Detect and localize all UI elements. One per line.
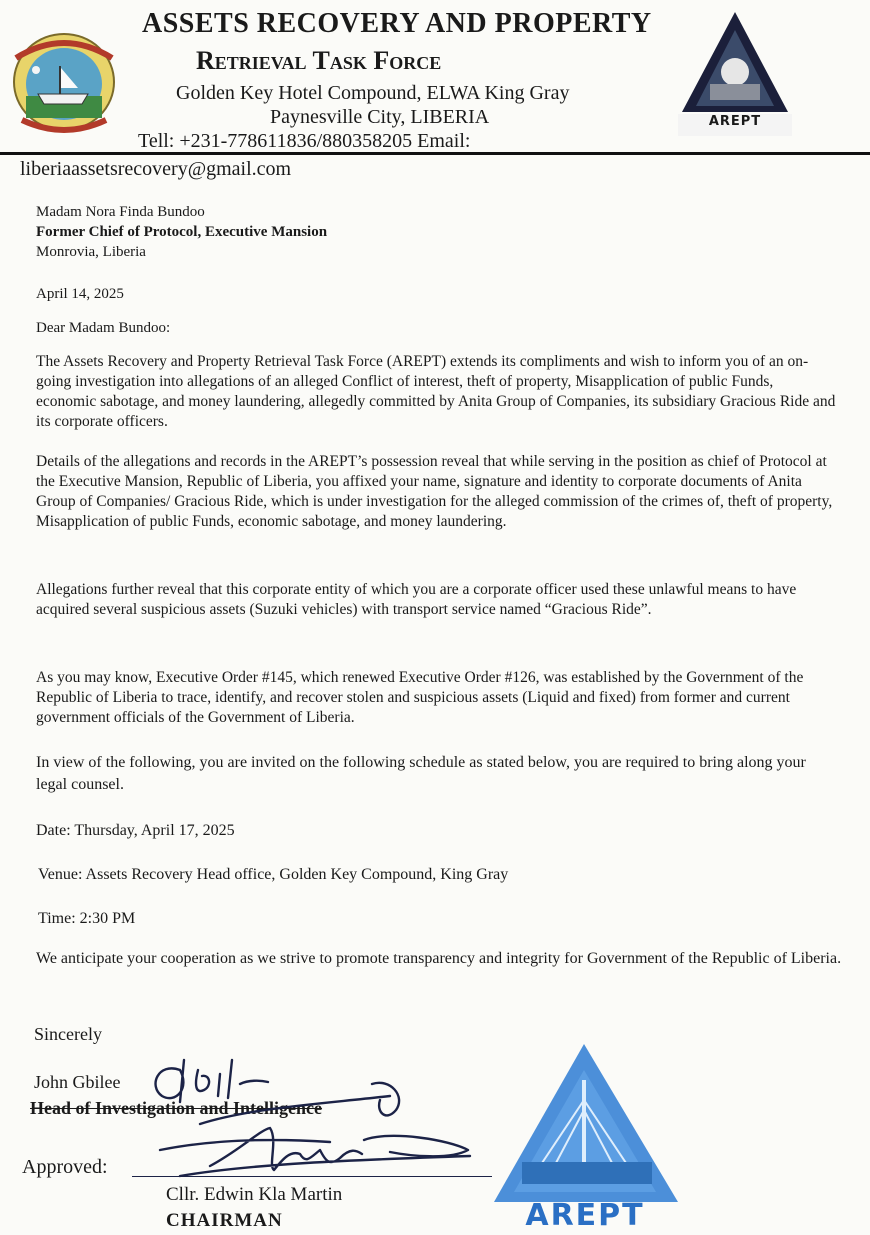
paragraph-5: In view of the following, you are invited on the following schedule as stated below, you are required to bring along your legal counsel. [36, 754, 806, 793]
schedule-time: Time: 2:30 PM [38, 910, 136, 927]
schedule-date: Date: Thursday, April 17, 2025 [36, 822, 235, 839]
signer-name: John Gbilee [34, 1072, 121, 1092]
letter-date: April 14, 2025 [36, 286, 124, 302]
schedule-venue: Venue: Assets Recovery Head office, Golden Key Compound, King Gray [38, 866, 509, 883]
letterhead-title-line2: Retrieval Task Force [196, 46, 442, 75]
letterhead-address-line1: Golden Key Hotel Compound, ELWA King Gray [176, 82, 570, 104]
letterhead-title-line1: ASSETS RECOVERY AND PROPERTY [142, 8, 652, 39]
liberia-seal-icon [8, 24, 120, 136]
letterhead-contact: Tell: +231-778611836/880358205 Email: [138, 130, 471, 152]
letterhead-address-line2: Paynesville City, LIBERIA [270, 106, 490, 128]
paragraph-1: The Assets Recovery and Property Retrieval Task Force (AREPT) extends its compliments and wish to inform you of an on-going investigation into allegations of an alleged Conflict of interest, theft of property, Misapplication of public Funds, economic sabotage, and money laundering, allegedly committed by Anita Group of Companies, its subsidiary Gracious Ride and its corporate officers. [36, 353, 836, 430]
paragraph-2: Details of the allegations and records in the AREPT’s possession reveal that while serving in the position as chief of Protocol at the Executive Mansion, Republic of Liberia, you affixed your name, signature and identity to corporate documents of Anita Group of Companies/ Gracious Ride, which is under investigation for the alleged commission of the crimes of, theft of property, Misapplication of public Funds, economic sabotage, and money laundering. [36, 453, 833, 530]
signer-title: Head of Investigation and Intelligence [30, 1098, 323, 1118]
approver-title: CHAIRMAN [166, 1210, 283, 1231]
recipient-location: Monrovia, Liberia [36, 244, 146, 260]
paragraph-3: Allegations further reveal that this corporate entity of which you are a corporate officer used these unlawful means to have acquired several suspicious assets (Suzuki vehicles) with transport service named “Gracious Ride”. [36, 581, 797, 618]
signature-martin [150, 1110, 490, 1190]
approver-name: Cllr. Edwin Kla Martin [166, 1184, 343, 1205]
closing-sincerely: Sincerely [34, 1024, 102, 1044]
arept-logo [678, 8, 792, 138]
paragraph-6: We anticipate your cooperation as we strive to promote transparency and integrity for Government of the Republic of Liberia. [36, 950, 842, 967]
paragraph-4: As you may know, Executive Order #145, which renewed Executive Order #126, was established by the Government of the Republic of Liberia to trace, identify, and recover stolen and suspicious assets (Liquid and fixed) from former and current government officials of the Government of Liberia. [36, 669, 804, 726]
letterhead-email: liberiaassetsrecovery@gmail.com [20, 158, 292, 180]
header-divider [0, 152, 870, 155]
approved-label: Approved: [22, 1156, 108, 1178]
letterhead-seal [8, 24, 120, 136]
stamp-label: AREPT [525, 1198, 645, 1233]
recipient-name: Madam Nora Finda Bundoo [36, 204, 205, 220]
official-stamp [492, 1040, 682, 1233]
recipient-title: Former Chief of Protocol, Executive Mansion [36, 224, 328, 240]
salutation: Dear Madam Bundoo: [36, 320, 171, 336]
arept-logo-label: AREPT [708, 114, 762, 129]
